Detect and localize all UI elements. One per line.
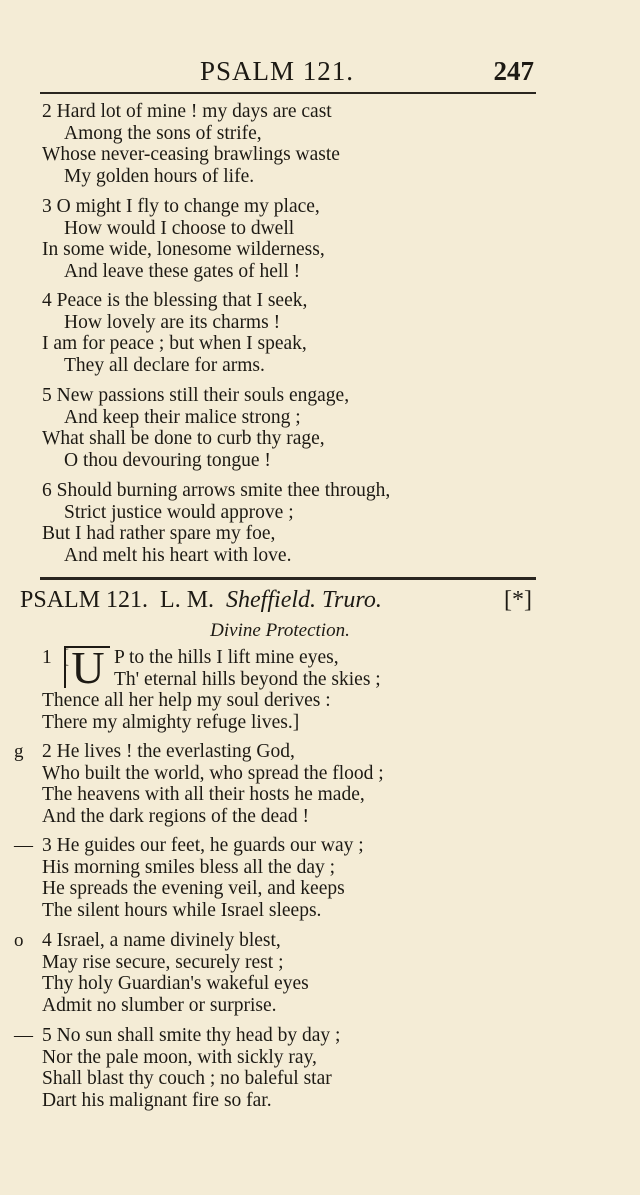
verse-line: 4 Peace is the blessing that I seek, [42, 290, 308, 311]
stanza-number: 1 [42, 647, 52, 668]
stanza-6 [42, 480, 542, 566]
margin-mark: — [14, 835, 33, 856]
section-rule [40, 577, 536, 580]
psalm-stanza-1 [42, 647, 542, 733]
verse-line: 4 Israel, a name divinely blest, [42, 930, 281, 951]
verse-line: And melt his heart with love. [64, 544, 292, 566]
verse-line: 3 He guides our feet, he guards our way ; [42, 835, 364, 856]
verse-line: May rise secure, securely rest ; [42, 951, 284, 973]
verse-line: 5 No sun shall smite thy head by day ; [42, 1025, 341, 1046]
verse-line: 5 New passions still their souls engage, [42, 385, 350, 406]
psalm-mark: [*] [504, 587, 532, 613]
verse-line: Whose never-ceasing brawlings waste [42, 144, 340, 165]
header-rule [40, 92, 536, 94]
running-header [40, 56, 540, 90]
verse-line: Th' eternal hills beyond the skies ; [114, 668, 381, 690]
stanza-4 [42, 290, 542, 376]
verse-line: And leave these gates of hell ! [64, 260, 301, 282]
verse-line: 2 Hard lot of mine ! my days are cast [42, 101, 332, 122]
verse-line: Among the sons of strife, [64, 122, 262, 144]
verse-line: How lovely are its charms ! [64, 311, 281, 333]
psalm-number: PSALM 121. [20, 587, 149, 613]
verse-line: O thou devouring tongue ! [64, 449, 271, 471]
verse-line: Dart his malignant fire so far. [42, 1089, 272, 1111]
verse-line: Nor the pale moon, with sickly ray, [42, 1046, 317, 1068]
stanza-3 [42, 196, 542, 282]
verse-line: I am for peace ; but when I speak, [42, 333, 307, 354]
stanza-2 [42, 101, 542, 187]
psalm-stanza-5 [42, 1025, 542, 1111]
verse-line: But I had rather spare my foe, [42, 523, 276, 544]
psalm-stanza-4 [42, 930, 542, 1016]
psalm-heading [20, 587, 540, 614]
opening-bracket: [ [62, 647, 70, 668]
verse-line: The heavens with all their hosts he made, [42, 784, 365, 805]
verse-line: Strict justice would approve ; [64, 501, 294, 523]
margin-mark: o [14, 930, 24, 951]
verse-line: 6 Should burning arrows smite thee through, [42, 480, 391, 501]
verse-line: In some wide, lonesome wilderness, [42, 239, 325, 260]
verse-line: Thence all her help my soul derives : [42, 690, 331, 711]
verse-line: There my almighty refuge lives.] [42, 711, 300, 733]
verse-line: Thy holy Guardian's wakeful eyes [42, 973, 309, 994]
verse-line: The silent hours while Israel sleeps. [42, 899, 322, 921]
verse-line-rest: P to the hills I lift mine eyes, [114, 647, 339, 668]
margin-mark: g [14, 741, 24, 762]
psalm-subtitle: Divine Protection. [210, 620, 350, 641]
verse-line: He spreads the evening veil, and keeps [42, 878, 345, 899]
verse-line: And the dark regions of the dead ! [42, 805, 309, 827]
psalm-stanza-3 [42, 835, 542, 921]
stanza-5 [42, 385, 542, 471]
psalm-tunes: Sheffield. Truro. [226, 587, 382, 613]
verse-line: 2 He lives ! the everlasting God, [42, 741, 295, 762]
drop-cap: U [64, 646, 110, 688]
verse-line: My golden hours of life. [64, 165, 255, 187]
psalm-stanza-2 [42, 741, 542, 827]
running-title: PSALM 121. [200, 56, 355, 86]
verse-line: Who built the world, who spread the flood ; [42, 762, 384, 784]
verse-line: And keep their malice strong ; [64, 406, 301, 428]
verse-line: His morning smiles bless all the day ; [42, 856, 336, 878]
verse-line: Shall blast thy couch ; no baleful star [42, 1068, 332, 1089]
verse-line: 3 O might I fly to change my place, [42, 196, 320, 217]
verse-line: What shall be done to curb thy rage, [42, 428, 325, 449]
margin-mark: — [14, 1025, 33, 1046]
verse-line [42, 647, 542, 669]
verse-line: How would I choose to dwell [64, 217, 295, 239]
page-number: 247 [493, 56, 534, 86]
verse-line: Admit no slumber or surprise. [42, 994, 277, 1016]
verse-line: They all declare for arms. [64, 354, 265, 376]
psalm-meter: L. M. [160, 587, 215, 613]
